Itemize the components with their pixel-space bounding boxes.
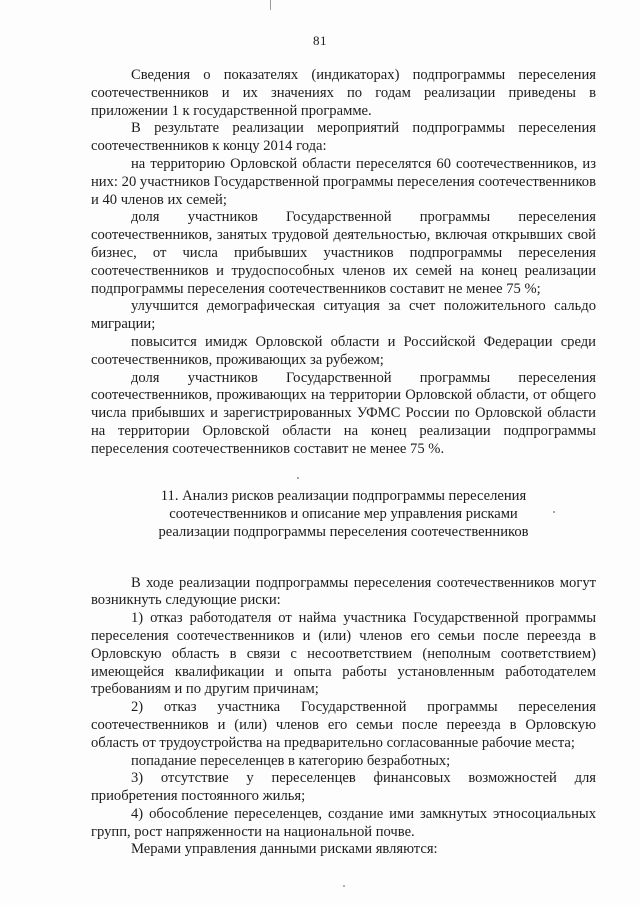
paragraph-unemployment: попадание переселенцев в категорию безработных;: [131, 752, 451, 769]
paragraph-demography: улучшится демографическая ситуация за счет положительного сальдо миграции;: [91, 298, 596, 333]
page-number: 81: [313, 33, 327, 48]
document-body: [91, 67, 596, 859]
paragraph-risk-2: 2) отказ участника Государственной программы переселения соотечественников и (или) членов его семьи после переезда в Орловскую область от трудоустройства на предварительно согласованные рабочие места;: [91, 699, 596, 751]
paragraph-resettle-count: на территорию Орловской области переселятся 60 соотечественников, из них: 20 участников Государственной программы переселения соотечественников и 40 членов их семей;: [91, 155, 596, 208]
paragraph-employment-share: доля участников Государственной программы переселения соотечественников, занятых трудовой деятельностью, включая открывших свой бизнес, от числа прибывших участников подпрограммы переселения соотечественников и трудоспособных членов их семей на конец реализации подпрограммы переселения соотечественников составит не менее 75 %;: [91, 209, 596, 297]
paragraph-risk-3: 3) отсутствие у переселенцев финансовых возможностей для приобретения постоянного жилья;: [91, 770, 596, 805]
paragraph-image: повысится имидж Орловской области и Российской Федерации среди соотечественников, проживающих за рубежом;: [91, 333, 596, 368]
paragraph-risk-1: 1) отказ работодателя от найма участника Государственной программы переселения соотечественников и (или) членов его семьи после переезда в Орловскую область в связи с несоответствием (неполным соответствием) имеющейся квалификации и опыта работы установленным работодателем требованиям и по другим причинам;: [91, 610, 596, 698]
section-heading-line-1: 11. Анализ рисков реализации подпрограммы переселения: [160, 487, 527, 504]
scan-speck: [297, 477, 299, 479]
paragraph-indicators: Сведения о показателях (индикаторах) подпрограммы переселения соотечественников и их значениях по годам реализации приведены в приложении 1 к государственной программе.: [91, 67, 596, 119]
paragraph-measures-intro: Мерами управления данными рисками являются:: [131, 841, 438, 858]
paragraph-results-intro: В результате реализации мероприятий подпрограммы переселения соотечественников к концу 2014 года:: [91, 120, 596, 155]
scan-edge-mark: [270, 0, 271, 10]
scan-speck: [343, 885, 345, 887]
scan-speck: [553, 511, 555, 513]
paragraph-residence-share: доля участников Государственной программы переселения соотечественников, проживающих на территории Орловской области, от общего числа прибывших и зарегистрированных УФМС России по Орловской области на территории Орловской области на конец реализации подпрограммы переселения соотечественников составит не менее 75 %.: [91, 369, 596, 457]
section-heading: [91, 487, 596, 541]
paragraph-risk-4: 4) обособление переселенцев, создание ими замкнутых этносоциальных групп, рост напряженности на национальной почве.: [91, 805, 596, 840]
paragraph-risks-intro: В ходе реализации подпрограммы переселения соотечественников могут возникнуть следующие риски:: [91, 574, 596, 609]
section-heading-line-2: соотечественников и описание мер управления рисками: [169, 505, 518, 522]
section-heading-line-3: реализации подпрограммы переселения соотечественников: [158, 523, 529, 540]
